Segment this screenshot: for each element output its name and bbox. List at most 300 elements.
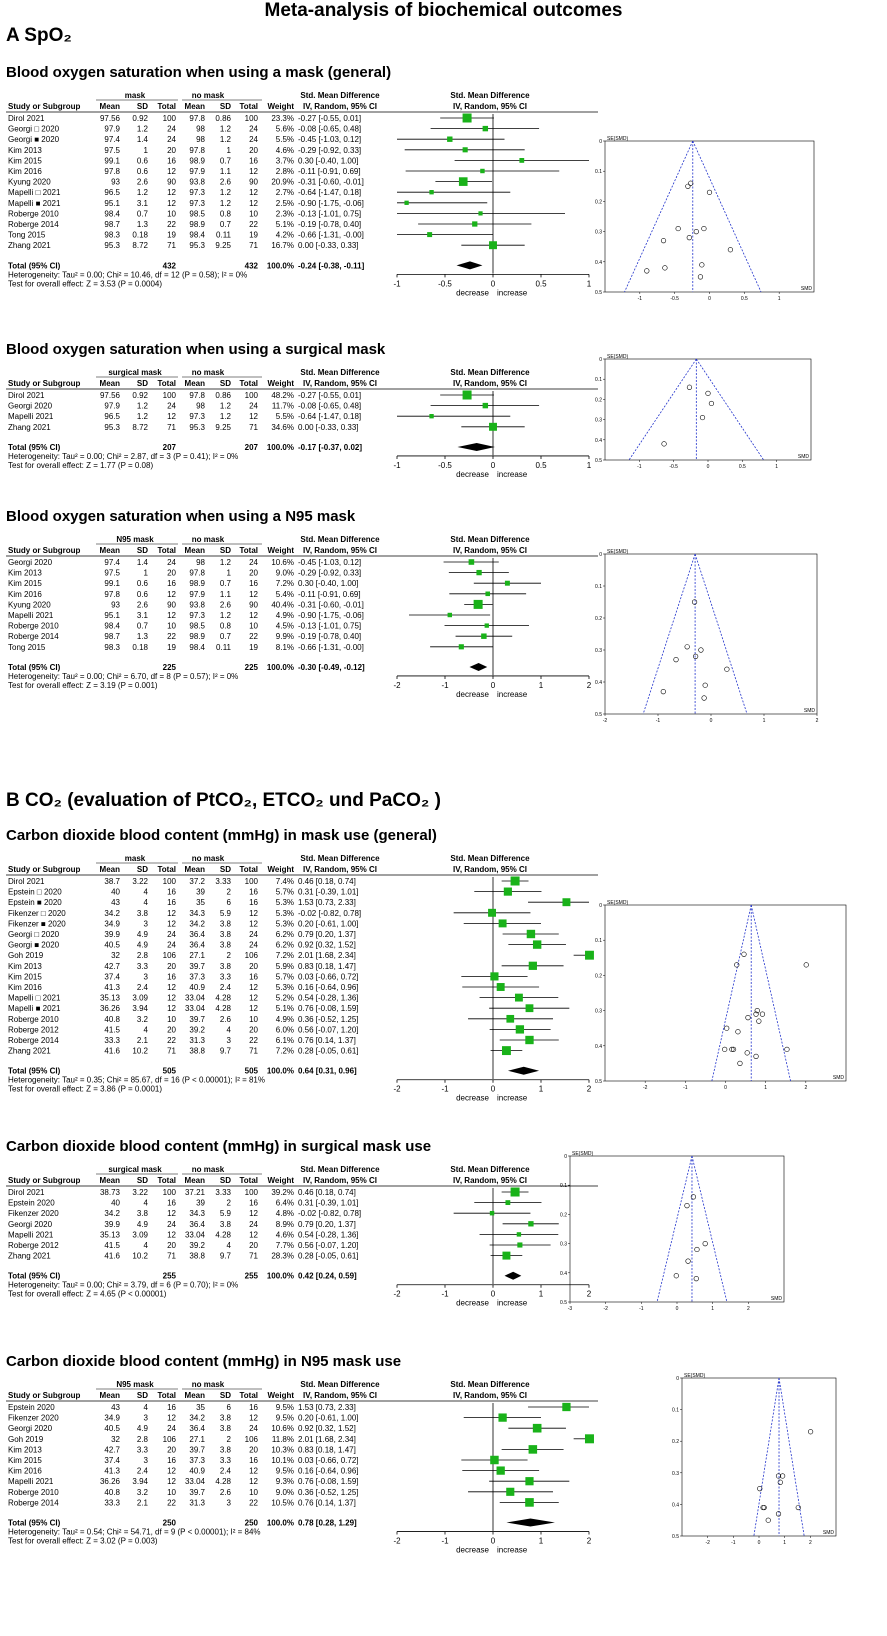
cell-total2: 20 (249, 1241, 258, 1250)
study-marker (481, 633, 486, 638)
funnel-x-tick-label: -2 (642, 1085, 648, 1091)
cell-mean2: 38.8 (189, 1251, 205, 1261)
study-name: Kim 2016 (8, 589, 42, 599)
cell-sd1: 3.1 (136, 198, 148, 208)
funnel-x-tick-label: 0 (675, 1306, 679, 1312)
cell-sd1: 10.2 (132, 1251, 148, 1261)
funnel-point (694, 229, 699, 234)
funnel-x-label: SMD (832, 1075, 844, 1081)
funnel-point (662, 442, 667, 447)
total-ci: -0.30 [-0.49, -0.12] (298, 662, 365, 672)
cell-mean1: 35.13 (99, 1230, 120, 1240)
group2-label: no mask (191, 854, 225, 863)
cell-total2: 10 (249, 1487, 258, 1497)
total-n2: 225 (244, 662, 258, 672)
cell-sd1: 2.4 (136, 983, 148, 992)
funnel-y-tick-label: 0.5 (595, 458, 602, 464)
smd-header-plot: Std. Mean Difference (450, 854, 530, 863)
cell-mean1: 36.26 (99, 1477, 120, 1487)
cell-weight: 6.2% (275, 930, 294, 939)
overall-effect-text: Test for overall effect: Z = 3.53 (P = 0.0004) (8, 279, 163, 289)
cell-total2: 20 (249, 1445, 258, 1455)
forest-plot-spo2-n95 (0, 532, 600, 747)
study-name: Georgi 2020 (8, 558, 53, 567)
cell-sd1: 1.4 (136, 135, 148, 145)
cell-sd2: 1.2 (219, 558, 231, 567)
cell-total1: 12 (167, 1209, 176, 1219)
cell-mean2: 97.9 (189, 589, 205, 599)
cell-total1: 12 (167, 167, 176, 176)
cell-sd2: 3.8 (219, 1424, 231, 1434)
study-name: Dirol 2021 (8, 1188, 45, 1197)
study-marker (448, 613, 452, 617)
cell-mean2: 97.3 (189, 188, 205, 198)
funnel-y-label: SE(SMD) (607, 136, 629, 142)
total-n1: 250 (162, 1518, 176, 1528)
col-header-ci-plot: IV, Random, 95% CI (453, 546, 527, 555)
cell-weight: 11.8% (271, 1434, 294, 1444)
cell-total1: 24 (167, 1219, 176, 1229)
study-name: Roberge 2010 (8, 1014, 59, 1024)
smd-header-plot: Std. Mean Difference (450, 1380, 530, 1389)
favours-left: decrease (456, 469, 489, 479)
funnel-x-label: SMD (800, 286, 812, 292)
cell-weight: 6.0% (275, 1025, 294, 1035)
cell-total1: 12 (167, 908, 176, 918)
study-marker (474, 600, 483, 609)
total-ci: 0.42 [0.24, 0.59] (298, 1271, 357, 1281)
panel-title-spo2-n95: Blood oxygen saturation when using a N95 mask (6, 508, 356, 525)
cell-mean1: 40.8 (104, 1487, 120, 1497)
total-ci: -0.24 [-0.38, -0.11] (298, 261, 365, 271)
cell-sd1: 1.2 (136, 188, 148, 198)
funnel-point (804, 963, 809, 968)
col-header-study: Study or Subgroup (8, 865, 81, 874)
cell-mean2: 27.1 (189, 951, 205, 961)
study-name: Mapelli 2021 (8, 1477, 54, 1487)
funnel-point (700, 415, 705, 420)
x-tick-label: -1 (393, 279, 401, 289)
cell-ci: 0.83 [0.18, 1.47] (298, 1445, 356, 1455)
cell-ci: 0.36 [-0.52, 1.25] (298, 1014, 359, 1024)
cell-total1: 19 (167, 230, 176, 240)
cell-weight: 9.0% (275, 1487, 294, 1497)
cell-ci: -0.02 [-0.82, 0.78] (298, 908, 362, 918)
study-marker (490, 1211, 494, 1215)
col-header-mean1: Mean (99, 865, 120, 874)
cell-total1: 10 (167, 1487, 176, 1497)
col-header-study: Study or Subgroup (8, 1176, 81, 1185)
study-marker (472, 221, 477, 226)
cell-total1: 12 (167, 1477, 176, 1487)
x-tick-label: 2 (586, 1536, 592, 1546)
funnel-point (745, 1051, 750, 1056)
cell-mean2: 33.04 (184, 993, 205, 1003)
study-marker (497, 983, 505, 991)
cell-sd1: 0.6 (136, 579, 148, 589)
cell-sd2: 0.11 (216, 230, 231, 240)
cell-sd1: 4.9 (136, 940, 148, 950)
cell-mean1: 96.5 (104, 188, 120, 198)
cell-mean1: 40 (111, 887, 120, 897)
col-header-mean2: Mean (184, 1391, 205, 1400)
cell-mean1: 97.4 (104, 558, 120, 567)
cell-total1: 106 (162, 1434, 176, 1444)
cell-sd1: 4.9 (136, 1219, 148, 1229)
x-tick-label: -2 (393, 1536, 401, 1546)
col-header-total1: Total (157, 1391, 176, 1400)
study-marker (463, 114, 472, 123)
cell-total1: 12 (167, 198, 176, 208)
study-marker (499, 919, 507, 927)
cell-ci: 0.28 [-0.05, 0.61] (298, 1046, 359, 1056)
study-name: Georgi □ 2020 (8, 930, 60, 939)
funnel-point (738, 1061, 743, 1066)
cell-mean1: 40.8 (104, 1014, 120, 1024)
col-header-sd2: SD (219, 1391, 231, 1400)
total-n1: 225 (162, 662, 176, 672)
cell-ci: -0.27 [-0.55, 0.01] (298, 114, 362, 123)
cell-total1: 100 (162, 1188, 176, 1197)
col-header-weight: Weight (267, 865, 294, 874)
cell-weight: 9.9% (275, 632, 294, 642)
cell-mean2: 31.3 (189, 1036, 205, 1045)
cell-sd1: 4.9 (136, 1424, 148, 1434)
cell-sd1: 0.6 (136, 589, 148, 599)
study-marker (429, 190, 433, 194)
funnel-y-label: SE(SMD) (607, 900, 629, 906)
cell-total1: 12 (167, 1004, 176, 1014)
x-tick-label: 1 (586, 279, 592, 289)
cell-ci: -0.45 [-1.03, 0.12] (298, 135, 362, 145)
study-name: Georgi 2020 (8, 1424, 53, 1434)
cell-ci: -0.90 [-1.75, -0.06] (298, 198, 364, 208)
study-name: Roberge 2014 (8, 220, 59, 229)
study-name: Epstein 2020 (8, 1403, 55, 1412)
cell-mean2: 37.3 (189, 1456, 205, 1465)
page-title: Meta-analysis of biochemical outcomes (264, 0, 623, 21)
cell-mean1: 34.2 (104, 908, 120, 918)
forest-plot-spo2-general (0, 88, 600, 328)
cell-mean1: 99.1 (104, 156, 120, 166)
cell-ci: -0.19 [-0.78, 0.40] (298, 220, 362, 229)
cell-total1: 16 (167, 887, 176, 897)
smd-header-table: Std. Mean Difference (300, 535, 380, 544)
study-name: Kim 2015 (8, 972, 42, 982)
cell-sd1: 3.3 (136, 961, 148, 971)
funnel-y-tick-label: 0.3 (595, 648, 602, 654)
x-tick-label: 0 (490, 1536, 496, 1546)
funnel-y-tick-label: 0 (676, 1376, 679, 1382)
study-name: Fikenzer 2020 (8, 1413, 59, 1423)
cell-mean1: 97.5 (104, 145, 120, 155)
funnel-point (674, 657, 679, 662)
cell-sd1: 2.8 (136, 951, 148, 961)
cell-mean1: 38.73 (99, 1188, 120, 1197)
cell-sd1: 4.9 (136, 930, 148, 939)
study-name: Kim 2016 (8, 983, 42, 992)
col-header-total2: Total (239, 865, 258, 874)
col-header-ci-plot: IV, Random, 95% CI (453, 379, 527, 388)
cell-mean2: 98.9 (189, 220, 205, 229)
cell-ci: -0.19 [-0.78, 0.40] (298, 632, 362, 642)
cell-mean2: 93.8 (189, 600, 205, 610)
study-name: Mapelli 2021 (8, 611, 54, 620)
funnel-point (676, 226, 681, 231)
funnel-x-tick-label: 2 (804, 1085, 808, 1091)
study-marker (485, 592, 490, 597)
cell-ci: -0.13 [-1.01, 0.75] (298, 209, 362, 219)
cell-ci: 0.16 [-0.64, 0.96] (298, 1466, 359, 1476)
funnel-x-tick-label: -2 (603, 1306, 608, 1312)
cell-mean2: 39 (196, 1198, 205, 1208)
cell-sd2: 9.7 (219, 1251, 231, 1261)
funnel-y-label: SE(SMD) (607, 549, 629, 555)
cell-mean1: 98.7 (104, 220, 120, 229)
cell-mean1: 38.7 (104, 877, 120, 886)
study-name: Fikenzer ■ 2020 (8, 919, 66, 929)
cell-total2: 16 (249, 972, 258, 982)
cell-sd2: 1.2 (219, 611, 231, 620)
x-tick-label: -0.5 (438, 279, 452, 289)
cell-ci: 0.31 [-0.39, 1.01] (298, 887, 359, 897)
x-tick-label: -1 (441, 1536, 449, 1546)
col-header-weight: Weight (267, 102, 294, 111)
study-name: Kim 2016 (8, 167, 42, 176)
funnel-y-tick-label: 0.4 (595, 1043, 602, 1050)
cell-mean2: 39.2 (189, 1025, 205, 1035)
funnel-x-tick-label: 1 (762, 718, 766, 724)
smd-header-plot: Std. Mean Difference (450, 535, 530, 544)
cell-total1: 19 (167, 642, 176, 652)
col-header-total1: Total (157, 102, 176, 111)
cell-sd2: 1.2 (219, 198, 231, 208)
study-marker (511, 877, 520, 886)
cell-mean2: 37.21 (184, 1188, 205, 1197)
cell-mean1: 34.9 (104, 919, 120, 929)
col-header-sd1: SD (136, 546, 148, 555)
cell-weight: 10.6% (271, 558, 294, 567)
group2-label: no mask (191, 1380, 225, 1389)
funnel-x-tick-label: -2 (705, 1540, 710, 1546)
funnel-x-tick-label: 1 (775, 464, 779, 470)
study-name: Mapelli 2021 (8, 412, 54, 422)
study-name: Mapelli □ 2021 (8, 993, 61, 1003)
favours-right: increase (497, 288, 528, 298)
cell-ci: 0.76 [-0.08, 1.59] (298, 1477, 359, 1487)
cell-ci: 0.28 [-0.05, 0.61] (298, 1251, 359, 1261)
cell-sd2: 9.25 (215, 422, 231, 432)
group2-label: no mask (191, 535, 225, 544)
study-marker (529, 962, 537, 970)
cell-sd2: 2 (226, 1434, 231, 1444)
cell-weight: 6.4% (275, 1198, 294, 1208)
study-name: Roberge 2014 (8, 632, 59, 642)
study-name: Roberge 2010 (8, 209, 59, 219)
study-marker (447, 136, 452, 141)
cell-weight: 8.9% (275, 1219, 294, 1229)
study-marker (490, 972, 498, 980)
col-header-ci: IV, Random, 95% CI (303, 102, 377, 111)
funnel-point (687, 385, 692, 390)
cell-total2: 12 (249, 908, 258, 918)
cell-total2: 16 (249, 1403, 258, 1412)
x-tick-label: -1 (441, 1084, 449, 1094)
col-header-sd1: SD (136, 102, 148, 111)
col-header-mean2: Mean (184, 102, 205, 111)
x-tick-label: -0.5 (438, 460, 452, 470)
cell-sd2: 2.6 (219, 177, 231, 187)
col-header-total2: Total (239, 1391, 258, 1400)
cell-sd2: 0.11 (216, 642, 231, 652)
study-marker (480, 169, 484, 173)
funnel-point (686, 184, 691, 189)
cell-sd2: 6 (226, 898, 231, 908)
funnel-point (694, 1276, 699, 1281)
col-header-sd2: SD (219, 546, 231, 555)
funnel-plot-co2-n95 (670, 1370, 848, 1550)
col-header-study: Study or Subgroup (8, 379, 81, 388)
cell-weight: 40.4% (271, 600, 294, 610)
cell-sd2: 3 (226, 1036, 231, 1045)
funnel-y-tick-label: 0.1 (560, 1183, 567, 1190)
cell-mean2: 36.4 (189, 930, 205, 939)
col-header-ci: IV, Random, 95% CI (303, 1391, 377, 1400)
cell-weight: 16.7% (271, 241, 294, 251)
cell-weight: 10.3% (271, 1445, 294, 1455)
cell-mean2: 97.8 (189, 114, 205, 123)
smd-header-plot: Std. Mean Difference (450, 91, 530, 100)
funnel-y-tick-label: 0.2 (672, 1439, 679, 1446)
funnel-x-label: SMD (822, 1530, 834, 1536)
col-header-sd2: SD (219, 865, 231, 874)
col-header-sd1: SD (136, 1176, 148, 1185)
cell-ci: 0.56 [-0.07, 1.20] (298, 1241, 359, 1250)
col-header-weight: Weight (267, 1391, 294, 1400)
cell-mean2: 36.4 (189, 940, 205, 950)
funnel-frame (682, 1378, 836, 1536)
cell-weight: 2.7% (275, 188, 294, 198)
funnel-y-tick-label: 0.4 (595, 680, 602, 686)
cell-total2: 16 (249, 887, 258, 897)
cell-sd1: 2.6 (136, 600, 148, 610)
cell-mean2: 35 (196, 1403, 205, 1412)
funnel-x-tick-label: 0 (706, 464, 710, 470)
cell-sd2: 4.28 (215, 993, 231, 1003)
study-name: Kyung 2020 (8, 600, 51, 610)
cell-ci: -0.31 [-0.60, -0.01] (298, 600, 364, 610)
col-header-total1: Total (157, 379, 176, 388)
funnel-x-label: SMD (797, 454, 809, 460)
cell-ci: -0.02 [-0.82, 0.78] (298, 1209, 362, 1219)
cell-ci: -0.66 [-1.31, -0.00] (298, 230, 364, 240)
heterogeneity-text: Heterogeneity: Tau² = 0.00; Chi² = 2.87, df = 3 (P = 0.41); I² = 0% (8, 451, 239, 461)
study-marker (533, 1424, 542, 1433)
cell-sd2: 9.7 (219, 1046, 231, 1056)
x-tick-label: 1 (538, 1289, 544, 1299)
cell-mean1: 98.4 (104, 209, 120, 219)
cell-weight: 4.9% (275, 1014, 294, 1024)
study-marker (517, 1232, 521, 1236)
col-header-total2: Total (239, 379, 258, 388)
study-name: Zhang 2021 (8, 1046, 51, 1056)
study-name: Georgi 2020 (8, 401, 53, 411)
study-marker (516, 1025, 524, 1033)
smd-header-table: Std. Mean Difference (300, 1380, 380, 1389)
cell-sd2: 2.4 (219, 1466, 231, 1476)
cell-total2: 22 (249, 1498, 258, 1508)
funnel-point (766, 1518, 771, 1523)
cell-sd1: 3 (143, 1413, 148, 1423)
cell-total1: 20 (167, 568, 176, 578)
study-name: Zhang 2021 (8, 422, 51, 432)
funnel-y-tick-label: 0 (564, 1154, 567, 1160)
funnel-y-tick-label: 0.2 (560, 1212, 567, 1219)
funnel-point (734, 963, 739, 968)
cell-weight: 4.2% (275, 230, 294, 240)
cell-ci: 0.83 [0.18, 1.47] (298, 961, 356, 971)
cell-ci: -0.64 [-1.47, 0.18] (298, 412, 362, 422)
cell-sd1: 3.09 (132, 1230, 148, 1240)
cell-sd2: 3 (226, 1498, 231, 1508)
col-header-mean2: Mean (184, 546, 205, 555)
cell-sd1: 3 (143, 972, 148, 982)
cell-total1: 20 (167, 1025, 176, 1035)
cell-total2: 12 (249, 1413, 258, 1423)
cell-total1: 22 (167, 220, 176, 229)
cell-mean2: 35 (196, 898, 205, 908)
cell-total2: 12 (249, 1004, 258, 1014)
cell-total1: 22 (167, 632, 176, 642)
funnel-point (685, 1203, 690, 1208)
cell-sd1: 3.2 (136, 1487, 148, 1497)
study-name: Kim 2015 (8, 1456, 42, 1465)
cell-sd2: 1.2 (219, 135, 231, 145)
cell-total2: 16 (249, 156, 258, 166)
col-header-sd1: SD (136, 865, 148, 874)
summary-diamond (506, 1519, 554, 1527)
cell-total1: 106 (162, 951, 176, 961)
funnel-point (762, 1505, 767, 1510)
col-header-mean2: Mean (184, 1176, 205, 1185)
col-header-study: Study or Subgroup (8, 546, 81, 555)
cell-ci: -0.45 [-1.03, 0.12] (298, 558, 362, 567)
cell-mean2: 97.3 (189, 198, 205, 208)
cell-weight: 5.4% (275, 589, 294, 599)
funnel-point (722, 1047, 727, 1052)
total-n1: 255 (162, 1271, 176, 1281)
study-name: Georgi ■ 2020 (8, 135, 60, 145)
cell-sd2: 1.2 (219, 124, 231, 134)
funnel-left-limit (643, 554, 695, 714)
favours-left: decrease (456, 1298, 489, 1308)
cell-ci: 0.46 [0.18, 0.74] (298, 1188, 356, 1197)
cell-weight: 5.2% (275, 993, 294, 1003)
cell-mean2: 33.04 (184, 1004, 205, 1014)
cell-total2: 20 (249, 145, 258, 155)
cell-total2: 106 (244, 1434, 258, 1444)
funnel-y-tick-label: 0.1 (595, 938, 602, 945)
cell-mean2: 39 (196, 887, 205, 897)
cell-mean1: 95.3 (104, 241, 120, 251)
x-tick-label: 1 (538, 1084, 544, 1094)
funnel-point (674, 1273, 679, 1278)
section-b-heading: B CO₂ (evaluation of PtCO₂, ETCO₂ und PaCO₂ ) (6, 790, 441, 811)
study-marker (483, 126, 488, 131)
group1-label: mask (124, 91, 146, 100)
col-header-total1: Total (157, 865, 176, 874)
summary-diamond (457, 443, 494, 451)
